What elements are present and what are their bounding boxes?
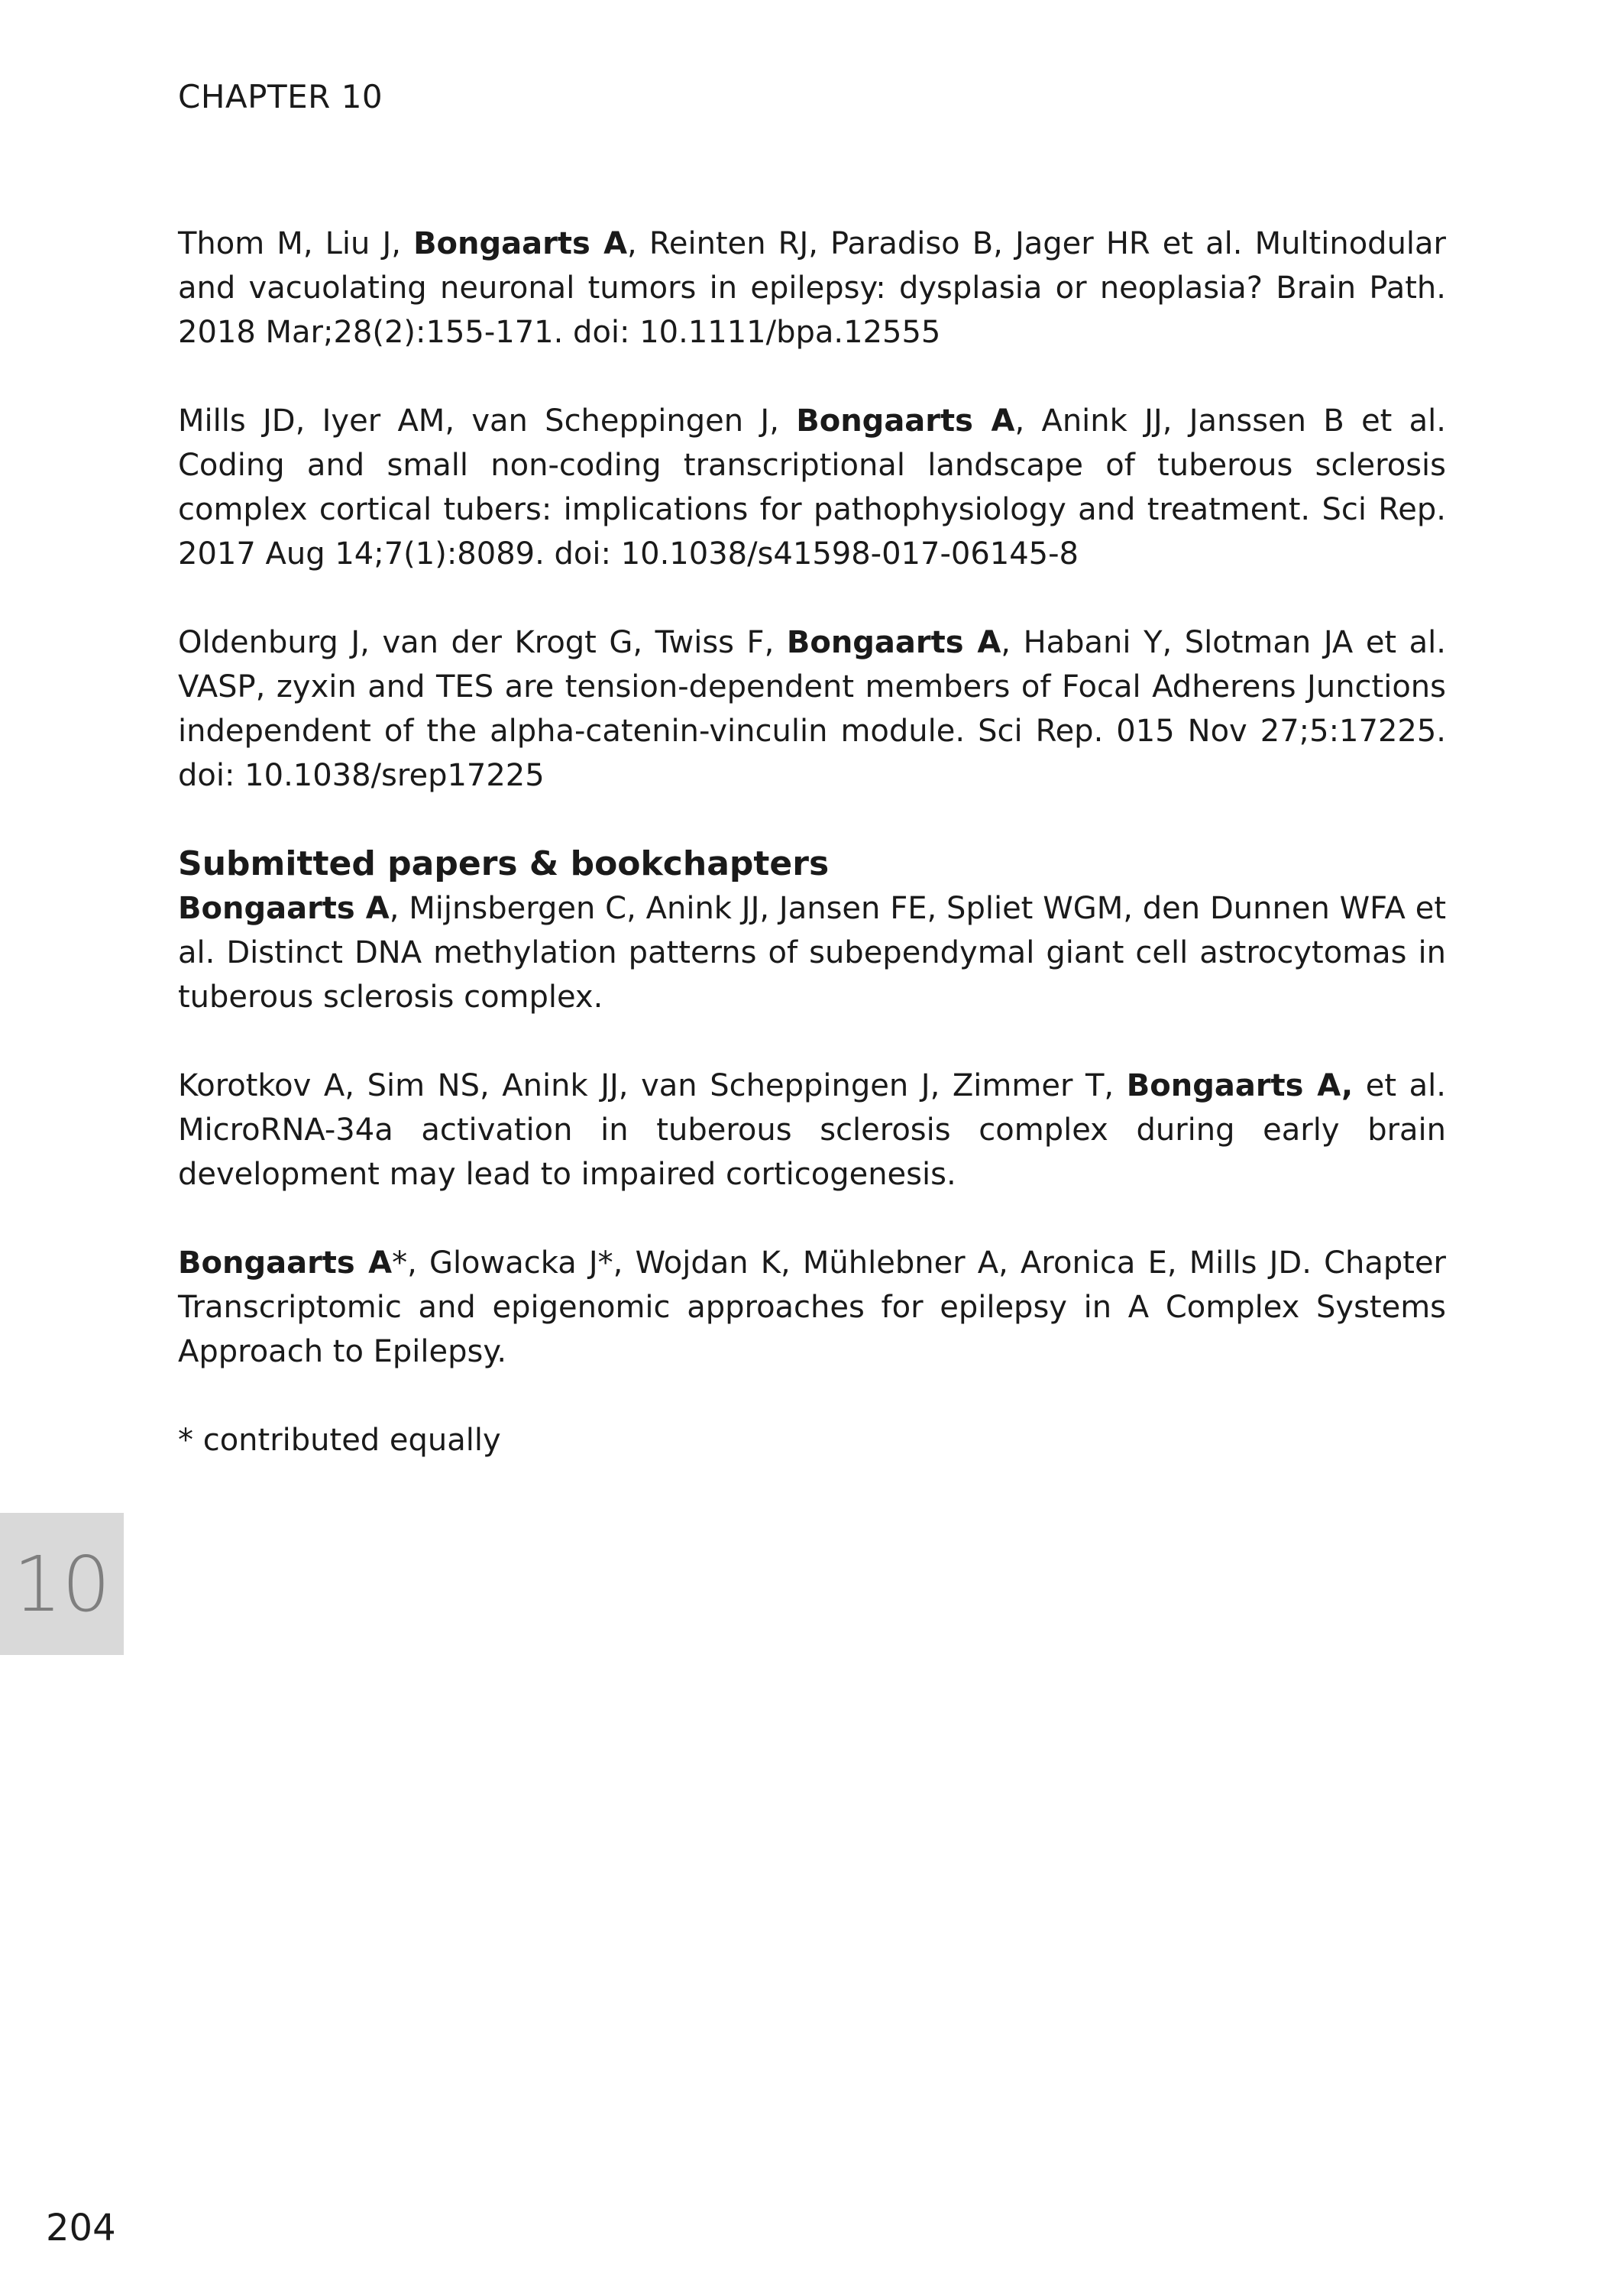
reference-entry — [178, 222, 1446, 355]
footnote: * contributed equally — [178, 1423, 501, 1458]
running-header: CHAPTER 10 — [178, 78, 383, 115]
reference-highlight-author: Bongaarts A, — [1126, 1068, 1354, 1103]
reference-highlight-author: Bongaarts A — [178, 891, 390, 926]
chapter-side-tab — [0, 1513, 124, 1655]
reference-highlight-author: Bongaarts A — [178, 1245, 393, 1281]
page-number: 204 — [46, 2207, 116, 2249]
reference-authors-before: Korotkov A, Sim NS, Anink JJ, van Scheppingen J, Zimmer T, — [178, 1068, 1127, 1103]
main-content — [178, 222, 1446, 1462]
reference-entry — [178, 399, 1446, 576]
reference-authors-before: Mills JD, Iyer AM, van Scheppingen J, — [178, 403, 797, 439]
reference-text: , Mijnsbergen C, Anink JJ, Jansen FE, Spliet WGM, den Dunnen WFA et al. Distinct DNA methylation patterns of subependymal giant cell astrocytomas in tuberous sclerosis complex. — [178, 891, 1447, 1015]
reference-highlight-author: Bongaarts A — [786, 625, 1001, 660]
reference-entry — [178, 620, 1446, 798]
reference-text: *, Glowacka J*, Wojdan K, Mühlebner A, Aronica E, Mills JD. Chapter Transcriptomic and epigenomic approaches for epilepsy in A Complex Systems Approach to Epilepsy. — [178, 1245, 1446, 1369]
reference-text: et al. MicroRNA-34a activation in tuberous sclerosis complex during early brain development may lead to impaired corticogenesis. — [178, 1068, 1446, 1192]
reference-highlight-author: Bongaarts A — [413, 226, 628, 261]
chapter-tab-number: 10 — [13, 1539, 111, 1629]
submitted-entry — [178, 886, 1446, 1019]
section-heading: Submitted papers & bookchapters — [178, 844, 830, 883]
submitted-entry — [178, 1064, 1446, 1197]
reference-text: , Reinten RJ, Paradiso B, Jager HR et al. Multinodular and vacuolating neuronal tumors in epilepsy: dysplasia or neoplasia? Brain Path. 2018 Mar;28(2):155-171. doi: 10.1111/bpa.12555 — [178, 226, 1446, 350]
reference-highlight-author: Bongaarts A — [796, 403, 1015, 439]
reference-authors-before: Oldenburg J, van der Krogt G, Twiss F, — [178, 625, 787, 660]
submitted-entry — [178, 1241, 1446, 1374]
reference-authors-before: Thom M, Liu J, — [178, 226, 414, 261]
reference-text: , Anink JJ, Janssen B et al. Coding and small non-coding transcriptional landscape of tuberous sclerosis complex cortical tubers: implications for pathophysiology and treatment. Sci Rep. 2017 Aug 14;7(1):8089. doi: 10.1038/s41598-017-06145-8 — [178, 403, 1447, 572]
reference-text: , Habani Y, Slotman JA et al. VASP, zyxin and TES are tension-dependent members of Focal Adherens Junctions independent of the alpha-catenin-vinculin module. Sci Rep. 015 Nov 27;5:17225. doi: 10.1038/srep17225 — [178, 625, 1447, 793]
